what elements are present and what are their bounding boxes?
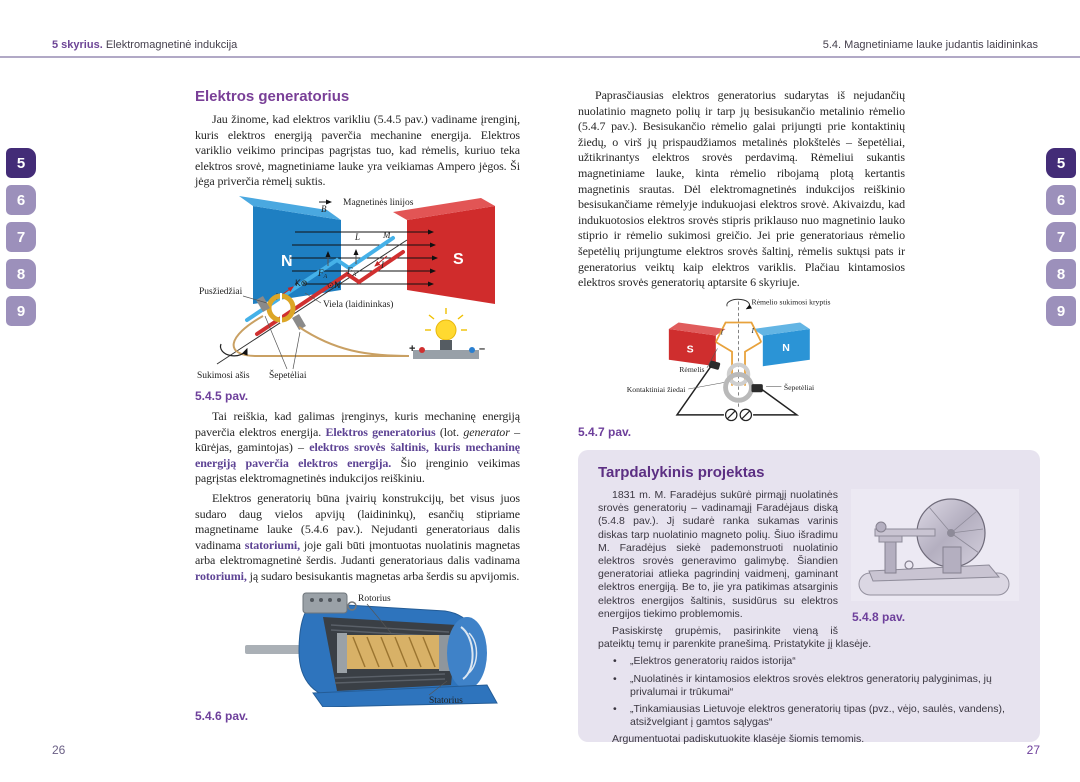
svg-text:I: I	[275, 291, 278, 302]
contact-rings-label: Kontaktiniai žiedai	[626, 384, 686, 394]
current-into-page-symbol: K⊗	[295, 278, 308, 289]
magnet-north-pole	[753, 322, 810, 366]
chapter-title: Elektromagnetinė indukcija	[102, 39, 238, 51]
tab-chapter-8: 8	[1046, 259, 1076, 289]
section-heading: Elektros generatorius	[195, 88, 350, 105]
plus-terminal-label: +	[409, 342, 416, 355]
left-page-column	[195, 88, 520, 729]
tab-chapter-7: 7	[6, 222, 36, 252]
fan-end	[447, 617, 487, 689]
s-pole-label: S	[686, 343, 694, 356]
header-rule	[0, 56, 1080, 58]
chapter-number: 5 skyrius.	[52, 39, 103, 51]
project-paragraph: 1831 m. M. Faradėjus sukūrė pirmąjį nuolatinės srovės generatorių – vadinamąjį Faradėjaus diską (5.4.8 pav.). Jį sudarė ranka sukamas varinis diskas tarp nuolatinio magneto polių. Šiuo išradimu M. Faradėjus siekė pademonstruoti nuolatinio elektros srovės generavimo galimybę. Šiandien generatoriai atlieka pagrindinį vaidmenį, gaminant elektros energiją. Be to, jie yra patikimas atsarginis elektros energijos šaltinis, susidūrus su elektros energijos tiekimo problemomis.	[598, 489, 838, 620]
tab-chapter-6: 6	[6, 185, 36, 215]
brushes-label: Šepetėliai	[269, 370, 307, 381]
faraday-disk-illustration	[850, 489, 1020, 601]
brushes-label: Šepetėliai	[783, 382, 815, 392]
motor-shaft	[245, 645, 307, 654]
magnet-south-pole	[669, 322, 726, 366]
svg-text:FA: $F_A$	[318, 267, 328, 280]
term-rotorius: rotoriumi,	[195, 568, 247, 583]
project-topic-list	[598, 655, 1020, 729]
project-paragraph: Pasiskirstę grupėmis, pasirinkite vieną iš pateiktų temų ir parenkite pranešimą. Pristatykite jį klasėje.	[598, 625, 872, 651]
chapter-tabs-right	[1046, 148, 1076, 333]
figure-547-generator-diagram	[600, 295, 905, 423]
disk-support	[943, 547, 961, 573]
n-pole-label: N	[281, 252, 293, 270]
svg-text:B: B	[321, 203, 327, 214]
project-box-title: Tarpdalykinis projektas	[598, 464, 765, 481]
magnet-south-pole	[393, 198, 495, 304]
point-l-label: L	[355, 231, 361, 242]
paragraph: Tai reiškia, kad galimas įrenginys, kuris mechaninę energiją paverčia elektros energija. Elektros generatorius (lot. generator – kūrėjas, gamintojas) – elektros srovės šaltinis, kuris mechaninę energiją paverčia elektros energija. Šio įrenginio veikimas pagrįstas elektromagnetinės indukcijos reiškiniu.	[195, 408, 520, 486]
paragraph: Jau žinome, kad elektros varikliu (5.4.5 pav.) vadiname įrenginį, kuris elektros energiją paverčia mechanine energija. Elektros variklio veikimo principas pagrįstas tuo, kad rėmelis, kuriuo teka elektros srovė, magnetiniame lauke yra veikiamas Ampero jėgos. Ši jėga priverčia rėmelį suktis.	[195, 112, 520, 189]
figure-546-generator-cutaway	[195, 589, 520, 707]
tab-chapter-5: 5	[1046, 148, 1076, 178]
figure-548-caption: 5.4.8 pav.	[852, 610, 906, 624]
rotation-axis-label: Sukimosi ašis	[197, 370, 250, 381]
rotation-direction-label: Rėmelio sukimosi kryptis	[751, 297, 831, 307]
project-closing-line: Argumentuotai padiskutuokite klasėje šiomis temomis.	[612, 733, 865, 746]
figure-548-faraday-disk	[850, 489, 1020, 624]
arm-knob	[876, 522, 886, 532]
magnetic-lines-label: Magnetinės linijos	[343, 197, 414, 208]
tab-chapter-6: 6	[1046, 185, 1076, 215]
figure-545-caption: 5.4.5 pav.	[195, 388, 249, 403]
motor-diagram-illustration	[195, 194, 520, 387]
wire-label: Viela (laidininkas)	[323, 299, 394, 310]
support-pillar	[885, 541, 896, 573]
tab-chapter-5: 5	[6, 148, 36, 178]
brush-right	[751, 384, 762, 392]
bulb-icon	[409, 308, 485, 359]
figure-546-caption: 5.4.6 pav.	[195, 708, 249, 723]
figure-547-caption: 5.4.7 pav.	[578, 424, 632, 439]
topic-item: • „Elektros generatorių raidos istorija“	[598, 655, 1020, 668]
current-label: I	[720, 328, 724, 337]
paragraph: Paprasčiausias elektros generatorius sudarytas iš nejudančių nuolatinio magneto polių ir tarp jų besisukančio metalinio rėmelio (5.4.7 pav.). Besisukančio rėmelio galai prijungti prie kontaktinių žiedų, o virš jų prispaudžiamos metalinės plokštelės – šepetėliai, užtikrinantys elektros srovės perdavimą. Rėmeliui sukantis magnetiniame lauke, kinta rėmelio ribojamą plotą kertantis magnetinis srautas. Dėl elektromagnetinės indukcijos reiškinio besisukančiame rėmelyje indukuojasi elektros srovė. Akivaizdu, kad indukuotosios elektros srovės stipris priklauso nuo magnetinio lauko stiprio ir rėmelio sukimosi greičio. Jei prie generatoriaus rėmelio šepetėlių prijungtume elektros srovės šaltinį, rėmelis suktųsi pats ir generatorius veiktų kaip elektros variklis. Plačiau kintamosios elektros srovės generatorių aptarsite 6 skyriuje.	[578, 88, 905, 290]
lamp-symbols	[726, 409, 752, 420]
svg-text:I: I	[381, 259, 384, 270]
disk-axle	[947, 529, 955, 537]
paragraph: Elektros generatorių būna įvairių konstrukcijų, bet visus juos sudaro daug vielos apvijų (laidininkų), esančių stipriame magnetiname lauke (5.4.6 pav.). Nejudanti generatoriaus dalis vadinama statoriumi, joje gali būti įmontuotas nuolatinis magnetas arba elektromagnetinė šerdis. Judanti generatoriaus dalis vadinama rotoriumi, ją sudaro besisukantis magnetas arba šerdis su apvijomis.	[195, 490, 520, 583]
interdisciplinary-project-box	[578, 450, 1040, 746]
chapter-tabs-left	[6, 148, 36, 333]
n-pole-label: N	[782, 341, 790, 354]
minus-terminal-label: –	[479, 342, 486, 355]
tab-chapter-9: 9	[6, 296, 36, 326]
term-elektros-generatorius: Elektros generatorius	[325, 424, 436, 439]
header-right: 5.4. Magnetiniame lauke judantis laidininkas	[822, 39, 1038, 51]
page-number-left: 26	[52, 743, 66, 757]
generator-cutaway-illustration	[195, 589, 520, 707]
half-rings	[269, 293, 293, 323]
right-page-column	[578, 88, 905, 445]
stator-label: Statorius	[429, 695, 463, 706]
current-label: I	[751, 326, 754, 335]
tab-chapter-7: 7	[1046, 222, 1076, 252]
frame-label: Rėmelis	[679, 364, 705, 374]
term-statorius: statoriumi,	[244, 537, 300, 552]
definition-highlight: elektros srovės šaltinis, kuris mechaninę energiją paverčia elektros energija.	[195, 440, 520, 470]
tab-chapter-8: 8	[6, 259, 36, 289]
topic-item: • „Tinkamiausias Lietuvoje elektros generatorių tipas (pvz., vėjo, saulės, vandens), atsižvelgiant į gamtos sąlygas“	[598, 703, 1020, 729]
rotor-label: Rotorius	[358, 593, 391, 604]
topic-item: • „Nuolatinės ir kintamosios elektros srovės elektros generatorių palyginimas, jų privalumai ir trūkumai“	[598, 673, 1020, 699]
current-out-of-page-symbol: ⊙N	[327, 280, 341, 291]
rotor-core	[337, 633, 451, 673]
figure-545-motor-diagram	[195, 194, 520, 387]
half-rings-label: Pusžiedžiai	[199, 286, 243, 297]
callout-labels	[197, 287, 393, 381]
header-left	[52, 39, 237, 51]
generator-diagram-illustration	[600, 295, 890, 423]
pillar-cap	[879, 536, 902, 542]
point-m-label: M	[383, 229, 391, 240]
svg-text:FA: $F_A$	[347, 265, 357, 278]
page-number-right: 27	[1026, 743, 1040, 757]
s-pole-label: S	[453, 250, 464, 268]
tab-chapter-9: 9	[1046, 296, 1076, 326]
